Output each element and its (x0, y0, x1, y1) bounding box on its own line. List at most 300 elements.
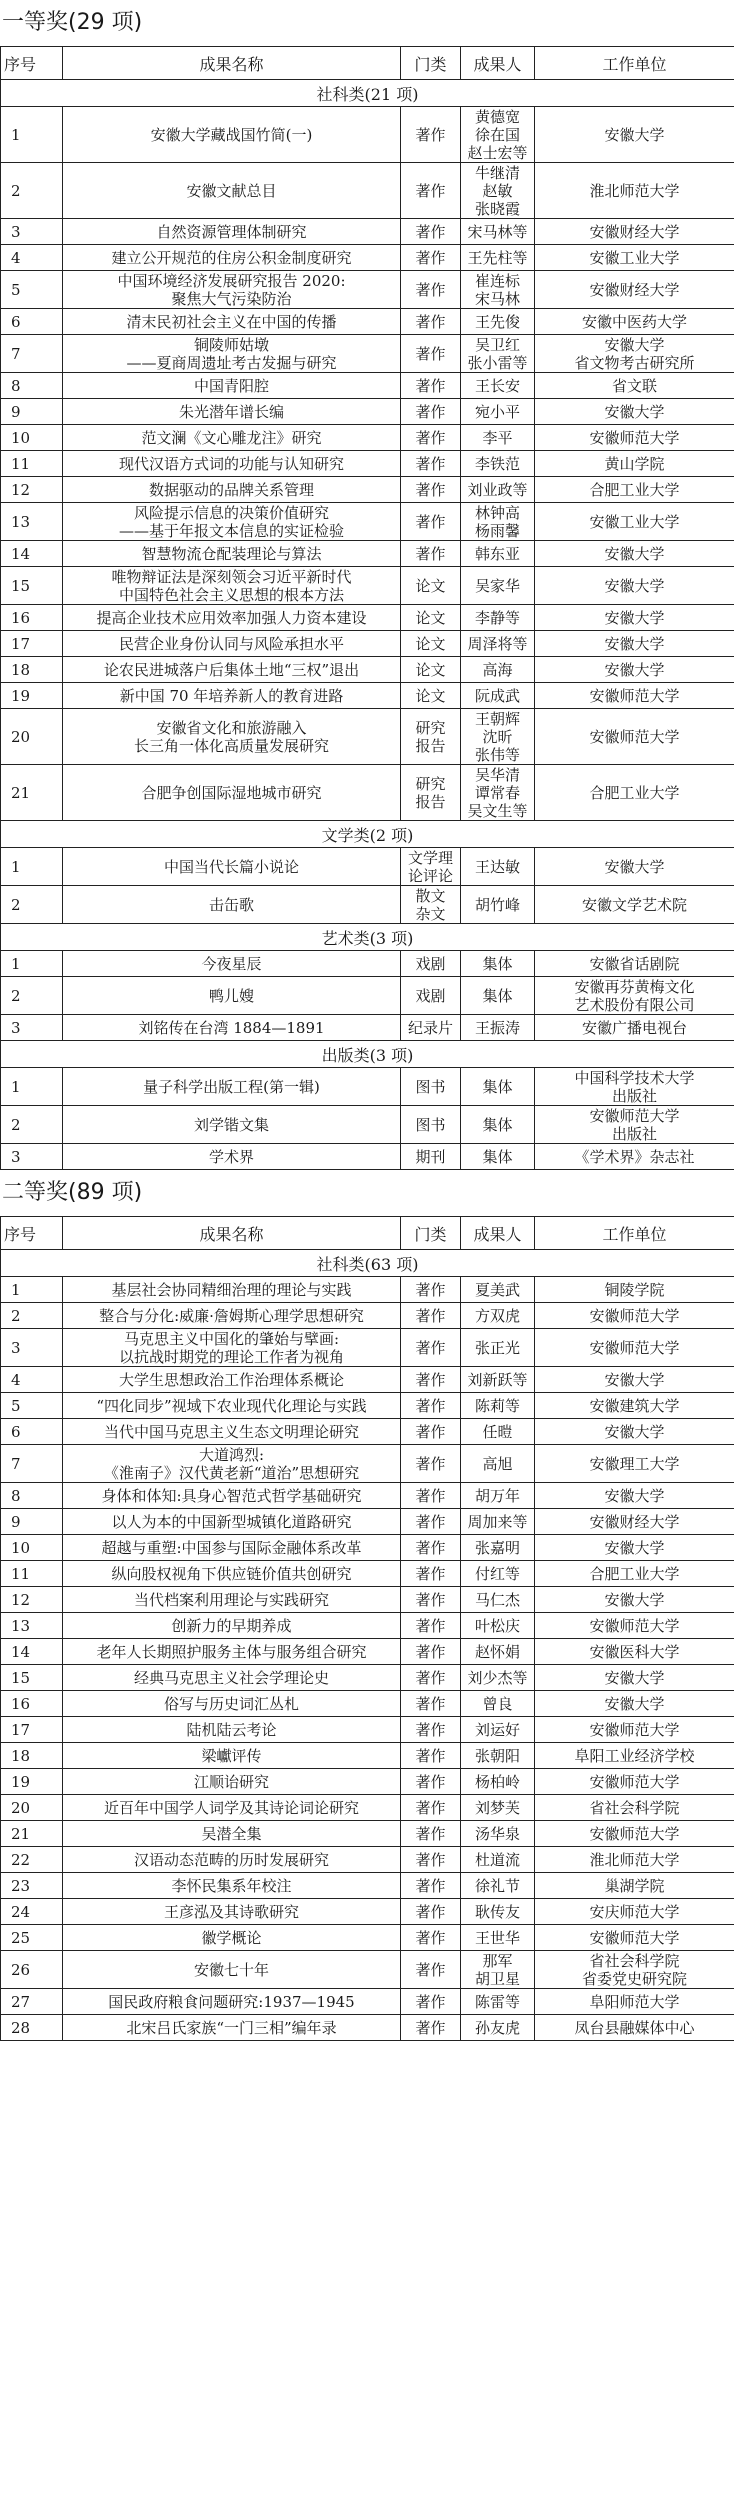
achievement-name (63, 1847, 401, 1873)
row-index: 2 (1, 977, 63, 1015)
work-unit-line: 安徽财经大学 (589, 222, 680, 241)
achievement-name-line: 量子科学出版工程(第一辑) (143, 1077, 320, 1096)
achievement-name-line: 现代汉语方式词的功能与认知研究 (118, 454, 344, 473)
section-title: 二等奖(89 项) (2, 1180, 143, 1205)
achiever-line: 王达敏 (474, 857, 520, 876)
achiever-line: 王世华 (474, 1928, 520, 1947)
row-index: 11 (1, 1561, 63, 1587)
category-type (401, 335, 461, 373)
category-type-line: 报告 (415, 792, 446, 811)
category-type (401, 1329, 461, 1367)
category-type (401, 425, 461, 451)
achiever (461, 951, 535, 977)
achievement-name (63, 1925, 401, 1951)
work-unit (535, 1277, 734, 1303)
achiever (461, 309, 535, 335)
achievement-name-line: 风险提示信息的决策价值研究 (133, 503, 329, 522)
achiever-line: 阮成武 (474, 686, 520, 705)
category-type-line: 文学理 (407, 848, 453, 867)
achiever-line: 付红等 (474, 1564, 520, 1583)
achiever-line: 赵怀娟 (474, 1642, 520, 1661)
achievement-name-line: 聚焦大气污染防治 (171, 289, 292, 308)
achievement-name (63, 657, 401, 683)
achievement-name (63, 886, 401, 924)
work-unit (535, 1393, 734, 1419)
achiever-line: 集体 (482, 986, 513, 1005)
work-unit-line: 合肥工业大学 (589, 480, 680, 499)
category-type (401, 451, 461, 477)
achiever (461, 1925, 535, 1951)
achievement-name (63, 709, 401, 765)
achievement-name-line: 李怀民集系年校注 (171, 1876, 292, 1895)
achievement-name-line: 建立公开规范的住房公积金制度研究 (111, 248, 352, 267)
achiever (461, 1483, 535, 1509)
table-row (1, 163, 734, 219)
work-unit-line: 安徽医科大学 (589, 1642, 680, 1661)
achiever-line: 胡竹峰 (474, 895, 520, 914)
achiever (461, 1951, 535, 1989)
achievement-name (63, 683, 401, 709)
table-row (1, 683, 734, 709)
work-unit (535, 848, 734, 886)
achiever-line: 集体 (482, 1115, 513, 1134)
row-index: 10 (1, 425, 63, 451)
category-type (401, 245, 461, 271)
category-type-line: 著作 (415, 1616, 446, 1635)
table-row (1, 477, 734, 503)
achiever-line: 王先柱等 (467, 248, 528, 267)
achiever-line: 韩东亚 (474, 544, 520, 563)
category-type (401, 541, 461, 567)
work-unit (535, 541, 734, 567)
row-index: 27 (1, 1989, 63, 2015)
table-row (1, 631, 734, 657)
achievement-name (63, 1277, 401, 1303)
category-type (401, 399, 461, 425)
work-unit-line: 安徽师范大学 (589, 1306, 680, 1325)
work-unit (535, 219, 734, 245)
table-header-row (1, 47, 734, 80)
work-unit-line: 安徽大学 (604, 857, 665, 876)
category-row (1, 80, 734, 107)
achievement-name (63, 1106, 401, 1144)
achievement-name (63, 399, 401, 425)
achievement-name-line: 击缶歌 (208, 895, 254, 914)
achiever (461, 1639, 535, 1665)
work-unit (535, 1951, 734, 1989)
work-unit-line: 安徽师范大学 (589, 686, 680, 705)
row-index: 8 (1, 373, 63, 399)
work-unit (535, 709, 734, 765)
table-row (1, 1144, 734, 1170)
achiever (461, 1144, 535, 1170)
achievement-name-line: 中国当代长篇小说论 (163, 857, 299, 876)
work-unit-line: 安徽工业大学 (589, 248, 680, 267)
category-type (401, 1899, 461, 1925)
table-row (1, 1821, 734, 1847)
achiever-line: 集体 (482, 1077, 513, 1096)
achiever (461, 1717, 535, 1743)
work-unit (535, 1329, 734, 1367)
achiever-line: 高旭 (482, 1454, 513, 1473)
work-unit-line: 安徽师范大学 (589, 1824, 680, 1843)
achievement-name (63, 1899, 401, 1925)
row-index: 5 (1, 271, 63, 309)
category-type-line: 著作 (415, 1306, 446, 1325)
category-type (401, 477, 461, 503)
category-type (401, 1419, 461, 1445)
category-type (401, 1015, 461, 1041)
achievement-name (63, 1329, 401, 1367)
work-unit (535, 631, 734, 657)
achiever-line: 宋马林等 (467, 222, 528, 241)
category-type (401, 631, 461, 657)
achievement-name (63, 1821, 401, 1847)
achievement-name (63, 219, 401, 245)
row-index: 7 (1, 335, 63, 373)
row-index: 10 (1, 1535, 63, 1561)
table-row (1, 1509, 734, 1535)
achiever (461, 2015, 535, 2041)
category-type-line: 著作 (415, 1486, 446, 1505)
achievement-name-line: 唯物辩证法是深刻领会习近平新时代 (111, 567, 352, 586)
achiever (461, 1665, 535, 1691)
row-index: 14 (1, 1639, 63, 1665)
row-index: 13 (1, 503, 63, 541)
achievement-name (63, 373, 401, 399)
category-type (401, 1665, 461, 1691)
achiever-line: 刘少杰等 (467, 1668, 528, 1687)
work-unit (535, 1303, 734, 1329)
achiever (461, 163, 535, 219)
work-unit (535, 309, 734, 335)
category-type-line: 著作 (415, 1564, 446, 1583)
achiever (461, 709, 535, 765)
achievement-name-line: 合肥争创国际湿地城市研究 (141, 783, 322, 802)
achievement-name (63, 1393, 401, 1419)
row-index: 7 (1, 1445, 63, 1483)
row-index: 21 (1, 1821, 63, 1847)
table-row (1, 399, 734, 425)
achiever-line: 孙友虎 (474, 2018, 520, 2037)
row-index: 15 (1, 1665, 63, 1691)
achievement-name-line: 《淮南子》汉代黄老新“道治”思想研究 (103, 1463, 360, 1482)
category-type (401, 886, 461, 924)
achievement-name-line: 刘铭传在台湾 1884—1891 (138, 1018, 325, 1037)
category-type (401, 1106, 461, 1144)
work-unit (535, 1068, 734, 1106)
achievement-name (63, 1535, 401, 1561)
row-index: 1 (1, 107, 63, 163)
achiever (461, 1561, 535, 1587)
achiever-line: 张朝阳 (474, 1746, 520, 1765)
work-unit-line: 安徽大学 (604, 634, 665, 653)
table-row (1, 1561, 734, 1587)
category-type-line: 杂文 (415, 904, 446, 923)
category-type-line: 论文 (415, 576, 446, 595)
category-type (401, 1989, 461, 2015)
work-unit (535, 1483, 734, 1509)
row-index: 8 (1, 1483, 63, 1509)
category-type-line: 论评论 (407, 866, 453, 885)
row-index: 16 (1, 1691, 63, 1717)
work-unit (535, 1717, 734, 1743)
category-type-line: 散文 (415, 886, 446, 905)
achiever-line: 汤华泉 (474, 1824, 520, 1843)
work-unit-line: 安徽师范大学 (589, 1616, 680, 1635)
achiever-line: 崔连标 (474, 271, 520, 290)
row-index: 17 (1, 1717, 63, 1743)
achievement-name-line: 创新力的早期养成 (171, 1616, 292, 1635)
achievement-name (63, 1303, 401, 1329)
achievement-name-line: 王彦泓及其诗歌研究 (163, 1902, 299, 1921)
row-index: 26 (1, 1951, 63, 1989)
achievement-name-line: 大道鸿烈: (198, 1445, 265, 1464)
work-unit-line: 出版社 (611, 1086, 657, 1105)
achievement-name-line: 整合与分化:威廉·詹姆斯心理学思想研究 (99, 1306, 364, 1325)
achievement-name-line: ——基于年报文本信息的实证检验 (118, 521, 344, 540)
achiever (461, 1795, 535, 1821)
achievement-name-line: 梁巘评传 (201, 1746, 262, 1765)
achiever-line: 那军 (482, 1951, 513, 1970)
category-type-line: 著作 (415, 125, 446, 144)
work-unit (535, 657, 734, 683)
row-index: 17 (1, 631, 63, 657)
achievement-name-line: 以抗战时期党的理论工作者为视角 (118, 1347, 344, 1366)
achiever-line: 胡卫星 (474, 1969, 520, 1988)
table-row (1, 709, 734, 765)
achievement-name-line: 新中国 70 年培养新人的教育进路 (119, 686, 344, 705)
row-index: 2 (1, 1303, 63, 1329)
achievement-name (63, 1639, 401, 1665)
table-row (1, 605, 734, 631)
category-type (401, 1613, 461, 1639)
work-unit-line: 省文物考古研究所 (574, 353, 695, 372)
category-type-line: 著作 (415, 1642, 446, 1661)
category-type-line: 著作 (415, 181, 446, 200)
work-unit-line: 安徽大学 (604, 1422, 665, 1441)
category-type-line: 著作 (415, 1396, 446, 1415)
table-row (1, 1015, 734, 1041)
achievement-name (63, 335, 401, 373)
achiever-line: 谭常春 (474, 783, 520, 802)
category-type-line: 著作 (415, 1668, 446, 1687)
work-unit-line: 安徽工业大学 (589, 512, 680, 531)
achievement-name-line: 数据驱动的品牌关系管理 (148, 480, 314, 499)
row-index: 13 (1, 1613, 63, 1639)
category-type (401, 1535, 461, 1561)
achiever (461, 1691, 535, 1717)
work-unit-line: 淮北师范大学 (589, 181, 680, 200)
achiever-line: 耿传友 (474, 1902, 520, 1921)
table-row (1, 1951, 734, 1989)
achievement-name (63, 1419, 401, 1445)
category-type (401, 657, 461, 683)
work-unit-line: 合肥工业大学 (589, 1564, 680, 1583)
category-type (401, 1769, 461, 1795)
category-type-line: 论文 (415, 686, 446, 705)
work-unit (535, 1873, 734, 1899)
achiever (461, 683, 535, 709)
table-row (1, 107, 734, 163)
work-unit (535, 1899, 734, 1925)
work-unit (535, 1743, 734, 1769)
achiever-line: 任暟 (482, 1422, 513, 1441)
achievement-name-line: 近百年中国学人词学及其诗论词论研究 (103, 1798, 359, 1817)
work-unit (535, 399, 734, 425)
achiever-line: 沈昕 (482, 727, 513, 746)
category-type (401, 271, 461, 309)
row-index: 20 (1, 1795, 63, 1821)
row-index: 16 (1, 605, 63, 631)
category-type-line: 论文 (415, 634, 446, 653)
achiever-line: 集体 (482, 1147, 513, 1166)
achievement-name (63, 107, 401, 163)
row-index: 1 (1, 848, 63, 886)
achiever (461, 1587, 535, 1613)
achiever (461, 1015, 535, 1041)
achiever (461, 1277, 535, 1303)
work-unit-line: 安徽大学 (604, 1486, 665, 1505)
row-index: 25 (1, 1925, 63, 1951)
category-type (401, 1873, 461, 1899)
work-unit-line: 中国科学技术大学 (574, 1068, 695, 1087)
category-type-line: 戏剧 (415, 954, 446, 973)
row-index: 14 (1, 541, 63, 567)
table-row (1, 1665, 734, 1691)
achiever-line: 徐礼节 (474, 1876, 520, 1895)
achievement-name-line: 徽学概论 (201, 1928, 262, 1947)
achievement-name-line: 中国特色社会主义思想的根本方法 (118, 585, 344, 604)
category-type-line: 著作 (415, 1876, 446, 1895)
work-unit-line: 安徽文学艺术院 (581, 895, 687, 914)
row-index: 9 (1, 399, 63, 425)
category-title: 文学类(2 项) (1, 821, 734, 848)
work-unit-line: 安徽大学 (604, 1370, 665, 1389)
table-row (1, 503, 734, 541)
achievement-name (63, 1951, 401, 1989)
achiever-line: 林钟高 (474, 503, 520, 522)
category-type (401, 219, 461, 245)
work-unit-line: 安徽再芬黄梅文化 (574, 977, 695, 996)
category-type (401, 1743, 461, 1769)
category-type (401, 1717, 461, 1743)
table-row (1, 1847, 734, 1873)
table-row (1, 1445, 734, 1483)
achiever-line: 吴华清 (474, 765, 520, 784)
work-unit (535, 1989, 734, 2015)
achievement-name-line: 自然资源管理体制研究 (156, 222, 307, 241)
achievement-name-line: 老年人长期照护服务主体与服务组合研究 (96, 1642, 367, 1661)
work-unit-line: 安徽大学 (604, 576, 665, 595)
table-row (1, 1393, 734, 1419)
work-unit-line: 安徽大学 (604, 335, 665, 354)
work-unit (535, 1847, 734, 1873)
achievement-name-line: 铜陵师姑墩 (193, 335, 269, 354)
achievement-name-line: 汉语动态范畴的历时发展研究 (133, 1850, 329, 1869)
achiever (461, 886, 535, 924)
category-type-line: 著作 (415, 222, 446, 241)
work-unit (535, 245, 734, 271)
achiever (461, 1899, 535, 1925)
row-index: 2 (1, 886, 63, 924)
row-index: 3 (1, 1329, 63, 1367)
achiever (461, 503, 535, 541)
table-row (1, 1535, 734, 1561)
achievement-name (63, 503, 401, 541)
category-type (401, 1847, 461, 1873)
table-row (1, 271, 734, 309)
achiever (461, 657, 535, 683)
achievement-name-line: 今夜星辰 (201, 954, 262, 973)
achiever-line: 陈雷等 (474, 1992, 520, 2011)
category-type-line: 图书 (415, 1115, 446, 1134)
achievement-name (63, 848, 401, 886)
achievement-name (63, 425, 401, 451)
category-type (401, 848, 461, 886)
achievement-name-line: 超越与重塑:中国参与国际金融体系改革 (101, 1538, 362, 1557)
achievement-name-line: 长三角一体化高质量发展研究 (133, 736, 329, 755)
achievement-name-line: 大学生思想政治工作治理体系概论 (118, 1370, 344, 1389)
work-unit-line: 铜陵学院 (604, 1280, 665, 1299)
achievement-name-line: 当代中国马克思主义生态文明理论研究 (103, 1422, 359, 1441)
category-type-line: 著作 (415, 480, 446, 499)
achiever (461, 605, 535, 631)
work-unit-line: 合肥工业大学 (589, 783, 680, 802)
achievement-name-line: ——夏商周遗址考古发掘与研究 (126, 353, 337, 372)
achievement-name (63, 1367, 401, 1393)
achiever (461, 1989, 535, 2015)
category-type-line: 著作 (415, 1772, 446, 1791)
row-index: 6 (1, 309, 63, 335)
row-index: 18 (1, 657, 63, 683)
table-row (1, 848, 734, 886)
work-unit-line: 安徽大学 (604, 1668, 665, 1687)
work-unit-line: 安徽财经大学 (589, 1512, 680, 1531)
row-index: 23 (1, 1873, 63, 1899)
category-type (401, 1925, 461, 1951)
work-unit-line: 安徽财经大学 (589, 280, 680, 299)
header-name: 成果名称 (63, 1217, 401, 1250)
table-row (1, 2015, 734, 2041)
work-unit-line: 安徽师范大学 (589, 1928, 680, 1947)
achiever-line: 张伟等 (474, 745, 520, 764)
achiever-line: 张小雷等 (467, 353, 528, 372)
work-unit (535, 2015, 734, 2041)
category-type-line: 著作 (415, 1798, 446, 1817)
row-index: 12 (1, 477, 63, 503)
achievement-name (63, 1587, 401, 1613)
category-type-line: 论文 (415, 660, 446, 679)
row-index: 9 (1, 1509, 63, 1535)
work-unit (535, 335, 734, 373)
category-type-line: 著作 (415, 1960, 446, 1979)
achiever-line: 李铁范 (474, 454, 520, 473)
category-type-line: 著作 (415, 1370, 446, 1389)
achievement-name (63, 1769, 401, 1795)
category-type (401, 107, 461, 163)
row-index: 1 (1, 1277, 63, 1303)
work-unit (535, 567, 734, 605)
achiever (461, 219, 535, 245)
work-unit (535, 1665, 734, 1691)
achievement-name (63, 1445, 401, 1483)
table-row (1, 1691, 734, 1717)
work-unit (535, 1535, 734, 1561)
table-row (1, 886, 734, 924)
achiever (461, 271, 535, 309)
category-title: 出版类(3 项) (1, 1041, 734, 1068)
